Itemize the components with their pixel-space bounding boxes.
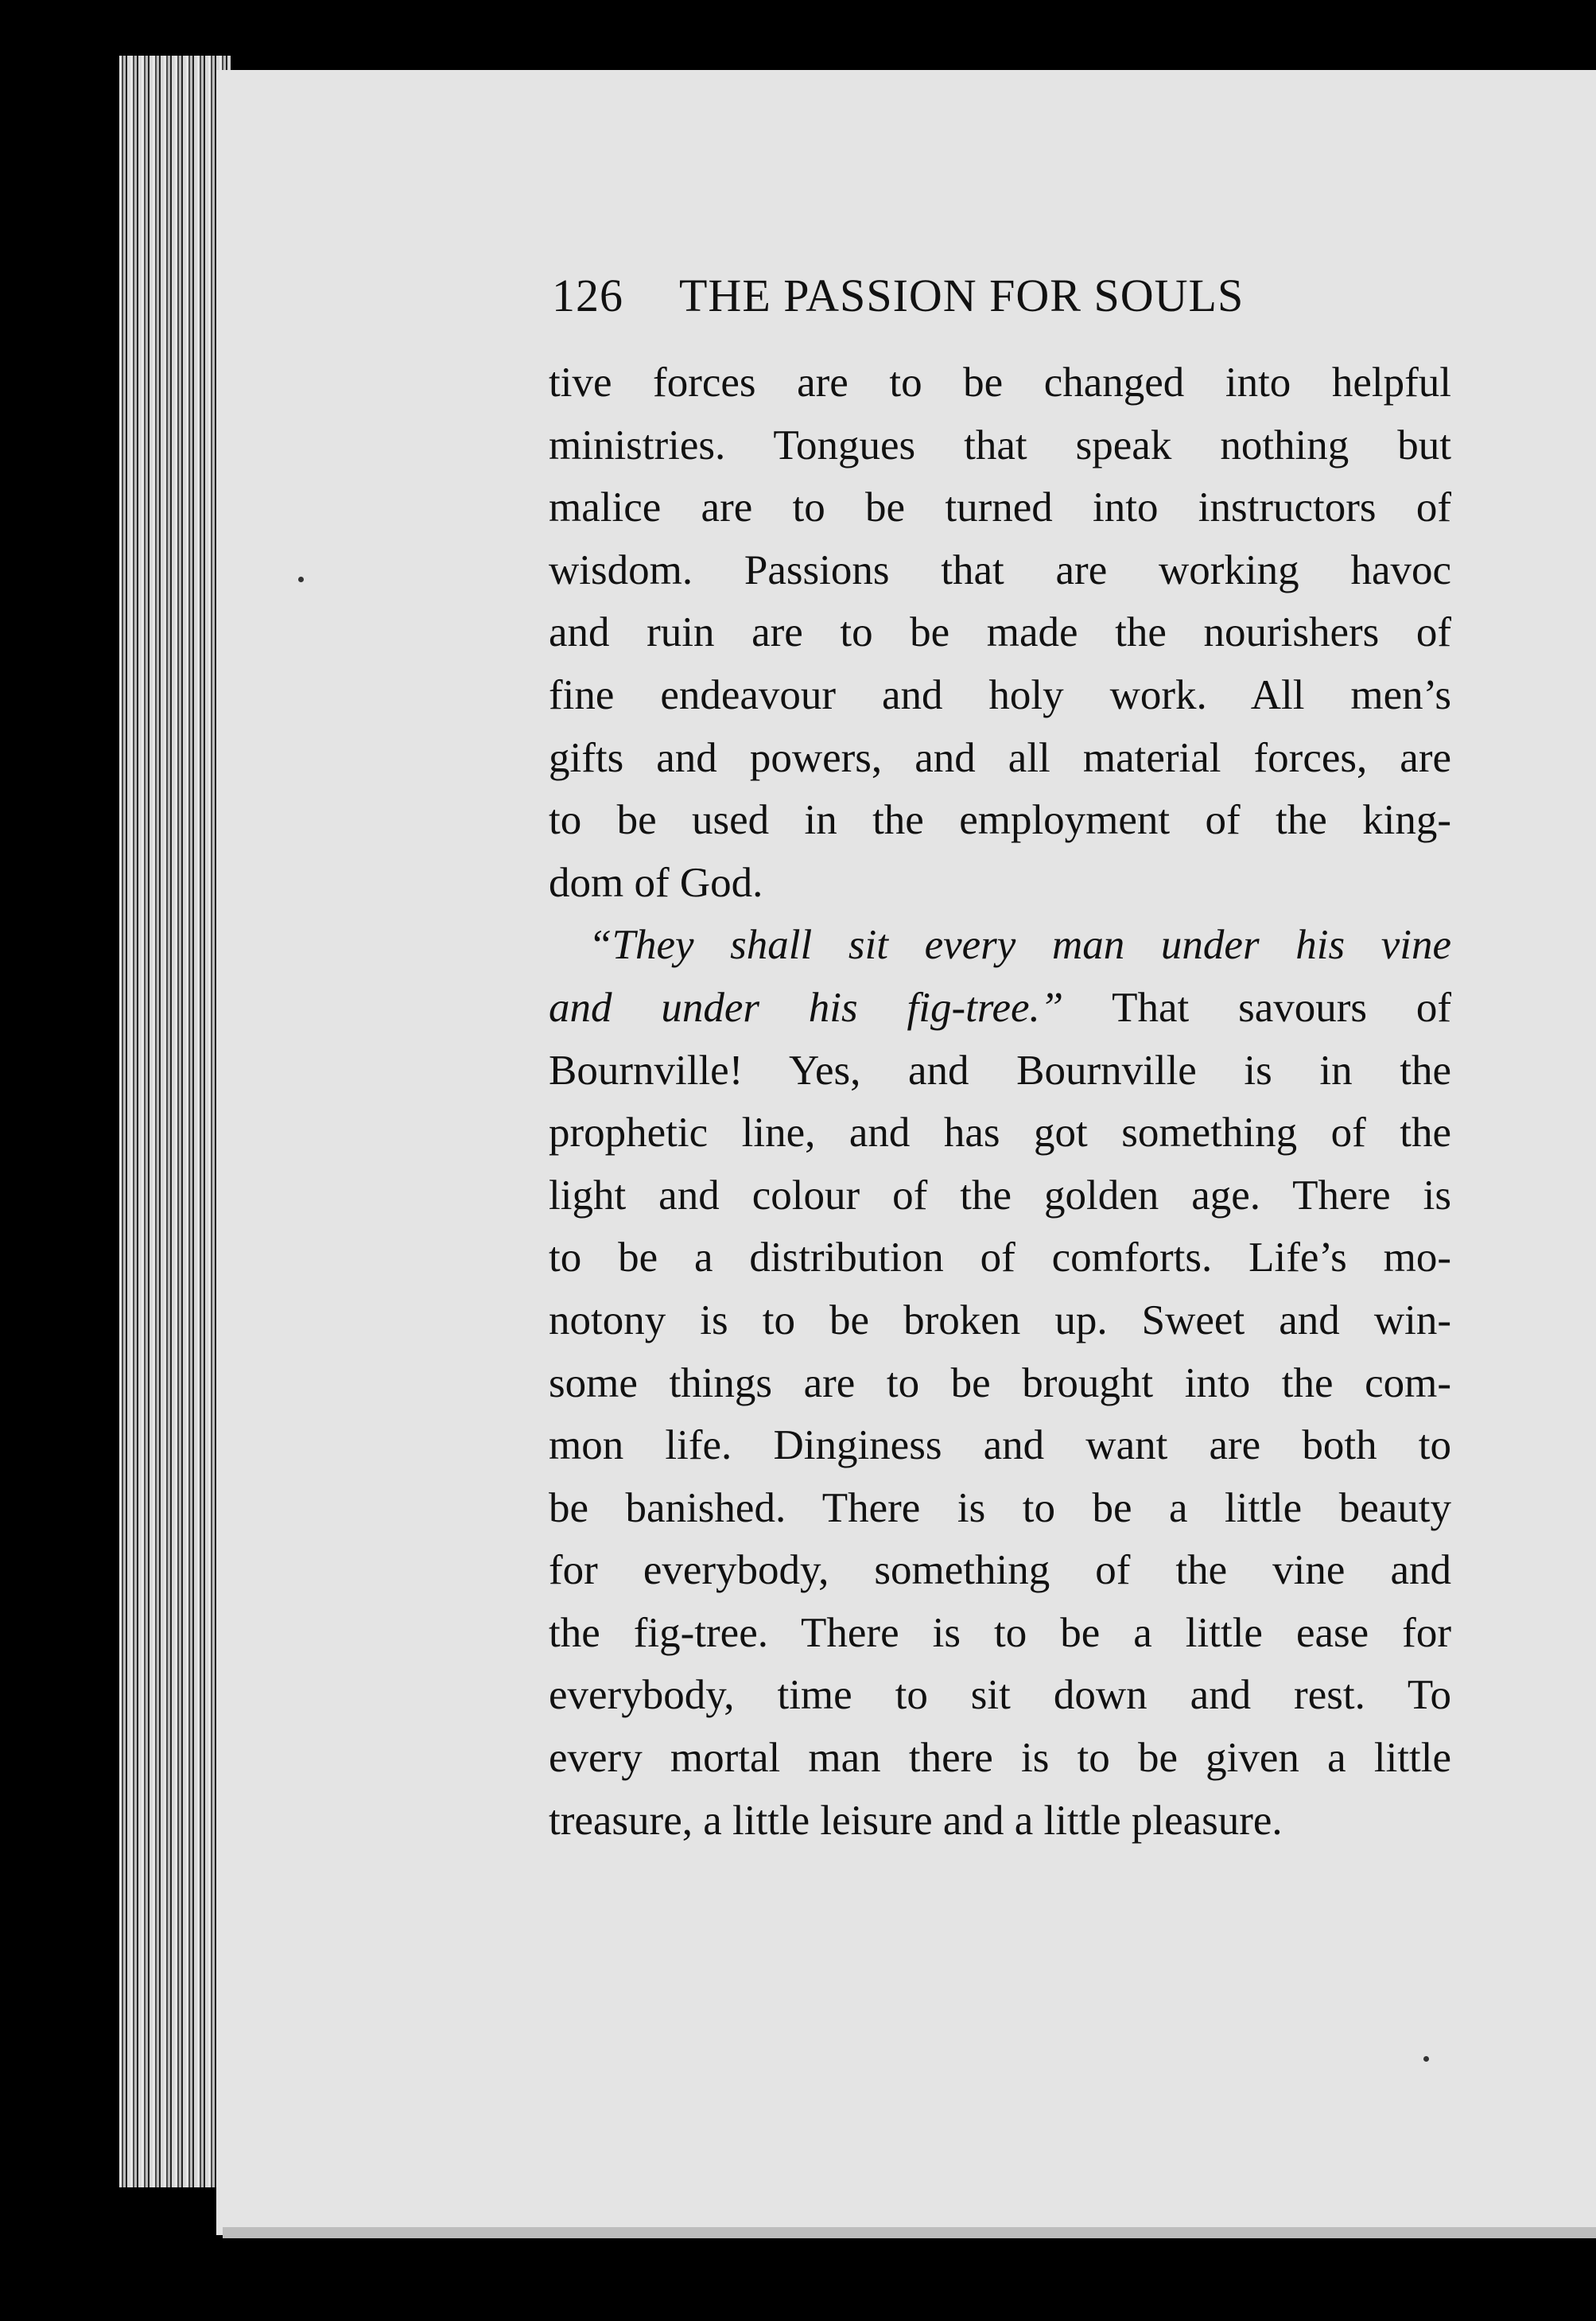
- text-line: every mortal man there is to be given a little: [549, 1735, 1451, 1782]
- text-line: the fig-tree. There is to be a little ease for: [549, 1609, 1451, 1656]
- text-line: wisdom. Passions that are working havoc: [549, 546, 1451, 593]
- text-line: Bournville! Yes, and Bournville is in the: [549, 1047, 1451, 1094]
- text-line: notony is to be broken up. Sweet and win-: [549, 1297, 1451, 1343]
- text-line: and ruin are to be made the nourishers of: [549, 609, 1451, 656]
- text-line: treasure, a little leisure and a little pleasure.: [549, 1797, 1283, 1844]
- text-line: be banished. There is to be a little beauty: [549, 1484, 1451, 1531]
- scan-speck: [1423, 2056, 1429, 2062]
- book-page-edges: [119, 56, 231, 2187]
- paragraph-1: [549, 352, 1451, 914]
- page-number: 126: [552, 270, 623, 321]
- text-line: light and colour of the golden age. There is: [549, 1172, 1451, 1219]
- text-line: prophetic line, and has got something of the: [549, 1110, 1451, 1157]
- text-line: fine endeavour and holy work. All men’s: [549, 671, 1451, 718]
- quote-italic: and under his fig-tree.”: [549, 984, 1064, 1031]
- quote-line: “They shall sit every man under his vine: [588, 922, 1451, 969]
- text-line: malice are to be turned into instructors of: [549, 484, 1451, 531]
- text-line: for everybody, something of the vine and: [549, 1547, 1451, 1594]
- running-head: [552, 269, 1347, 322]
- text-line: dom of God.: [549, 859, 763, 906]
- paragraph-2: [549, 914, 1451, 1852]
- page-bottom-edge: [223, 2227, 1596, 2238]
- running-title: THE PASSION FOR SOULS: [679, 270, 1245, 321]
- text-line: tive forces are to be changed into helpful: [549, 360, 1451, 406]
- quote-line: [549, 977, 1451, 1040]
- text-line: everybody, time to sit down and rest. To: [549, 1672, 1451, 1719]
- text-line: to be a distribution of comforts. Life’s mo-: [549, 1234, 1451, 1281]
- quote-continuation: That savours of: [1063, 984, 1451, 1031]
- scan-speck: [298, 577, 304, 582]
- text-line: gifts and powers, and all material forces, are: [549, 734, 1451, 781]
- text-line: some things are to be brought into the com-: [549, 1359, 1451, 1406]
- text-line: ministries. Tongues that speak nothing but: [549, 422, 1451, 468]
- text-line: mon life. Dinginess and want are both to: [549, 1422, 1451, 1469]
- body-text: [549, 352, 1451, 1852]
- text-line: to be used in the employment of the king-: [549, 797, 1451, 844]
